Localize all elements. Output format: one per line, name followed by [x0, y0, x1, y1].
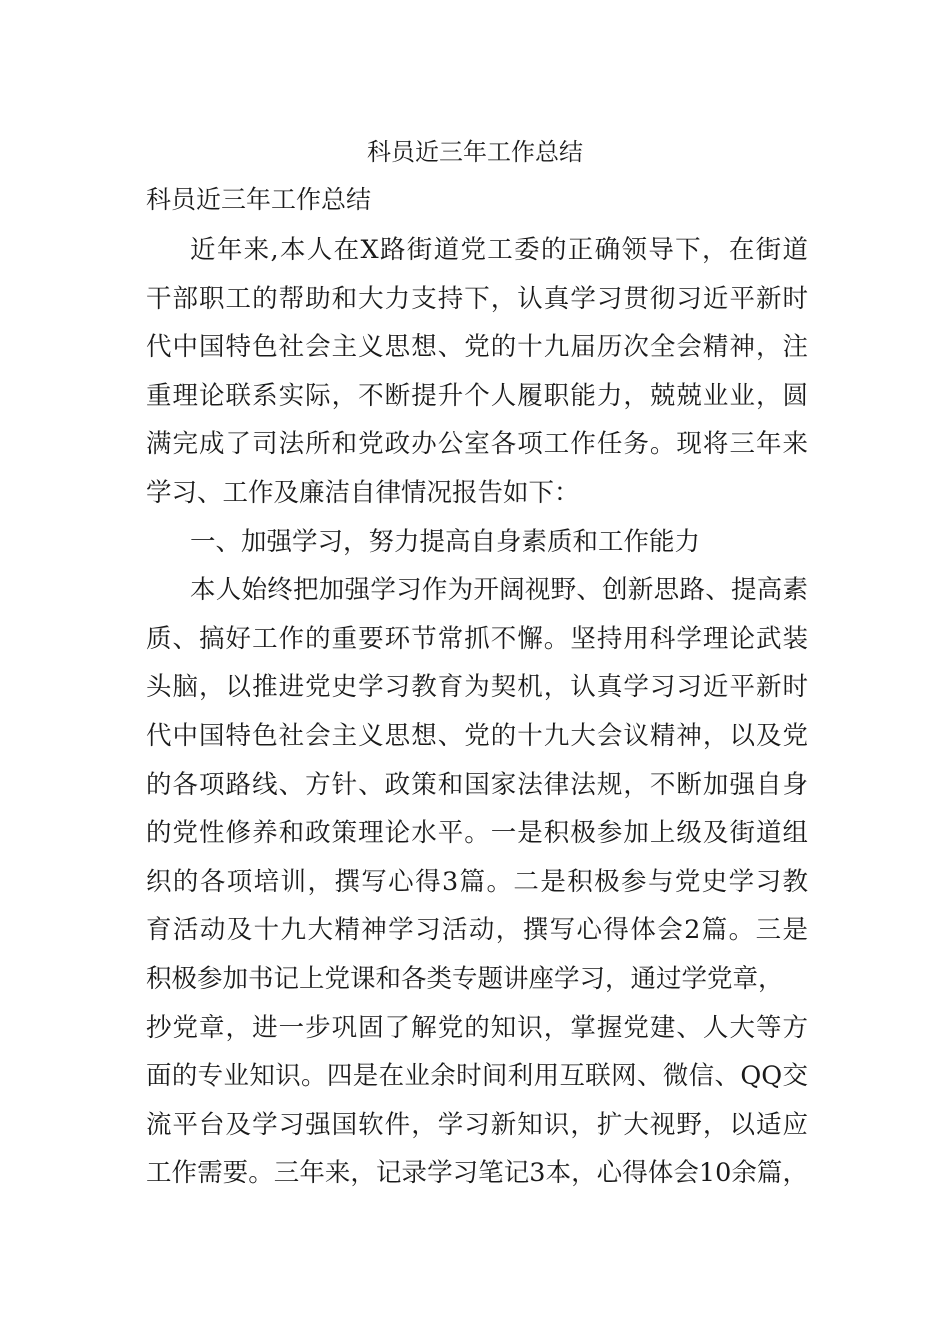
- paragraph-line: 学习、工作及廉洁自律情况报告如下：: [146, 477, 580, 508]
- document-title: 科员近三年工作总结: [367, 138, 583, 166]
- paragraph-line: 重理论联系实际，不断提升个人履职能力，兢兢业业，圆: [146, 380, 808, 411]
- paragraph-line: 织的各项培训，撰写心得3篇。二是积极参与党史学习教: [146, 866, 808, 897]
- paragraph-line: 一、加强学习，努力提高自身素质和工作能力: [190, 526, 701, 557]
- paragraph-line: 代中国特色社会主义思想、党的十九届历次全会精神，注: [146, 332, 808, 363]
- paragraph-line: 头脑，以推进党史学习教育为契机，认真学习习近平新时: [146, 672, 808, 703]
- paragraph-line: 质、搞好工作的重要环节常抓不懈。坚持用科学理论武装: [146, 623, 808, 654]
- paragraph-line: 近年来,本人在X路街道党工委的正确领导下，在街道: [190, 235, 808, 265]
- paragraph-line: 积极参加书记上党课和各类专题讲座学习，通过学党章，: [146, 963, 784, 994]
- paragraph-line: 的各项路线、方针、政策和国家法律法规，不断加强自身: [146, 769, 808, 800]
- paragraph-line: 代中国特色社会主义思想、党的十九大会议精神，以及党: [146, 720, 808, 751]
- paragraph-line: 的党性修养和政策理论水平。一是积极参加上级及街道组: [146, 818, 808, 849]
- paragraph-line: 抄党章，进一步巩固了解党的知识，掌握党建、人大等方: [146, 1012, 808, 1043]
- document-subtitle: 科员近三年工作总结: [146, 185, 372, 214]
- paragraph-line: 干部职工的帮助和大力支持下，认真学习贯彻习近平新时: [146, 283, 808, 314]
- paragraph-line: 面的专业知识。四是在业余时间利用互联网、微信、QQ交: [146, 1061, 808, 1092]
- paragraph-line: 工作需要。三年来，记录学习笔记3本，心得体会10余篇，: [146, 1158, 808, 1189]
- paragraph-line: 流平台及学习强国软件，学习新知识，扩大视野，以适应: [146, 1109, 808, 1140]
- paragraph-line: 满完成了司法所和党政办公室各项工作任务。现将三年来: [146, 429, 808, 460]
- document-body: [146, 228, 808, 1200]
- paragraph-line: 本人始终把加强学习作为开阔视野、创新思路、提高素: [190, 575, 808, 606]
- paragraph-line: 育活动及十九大精神学习活动，撰写心得体会2篇。三是: [146, 915, 808, 946]
